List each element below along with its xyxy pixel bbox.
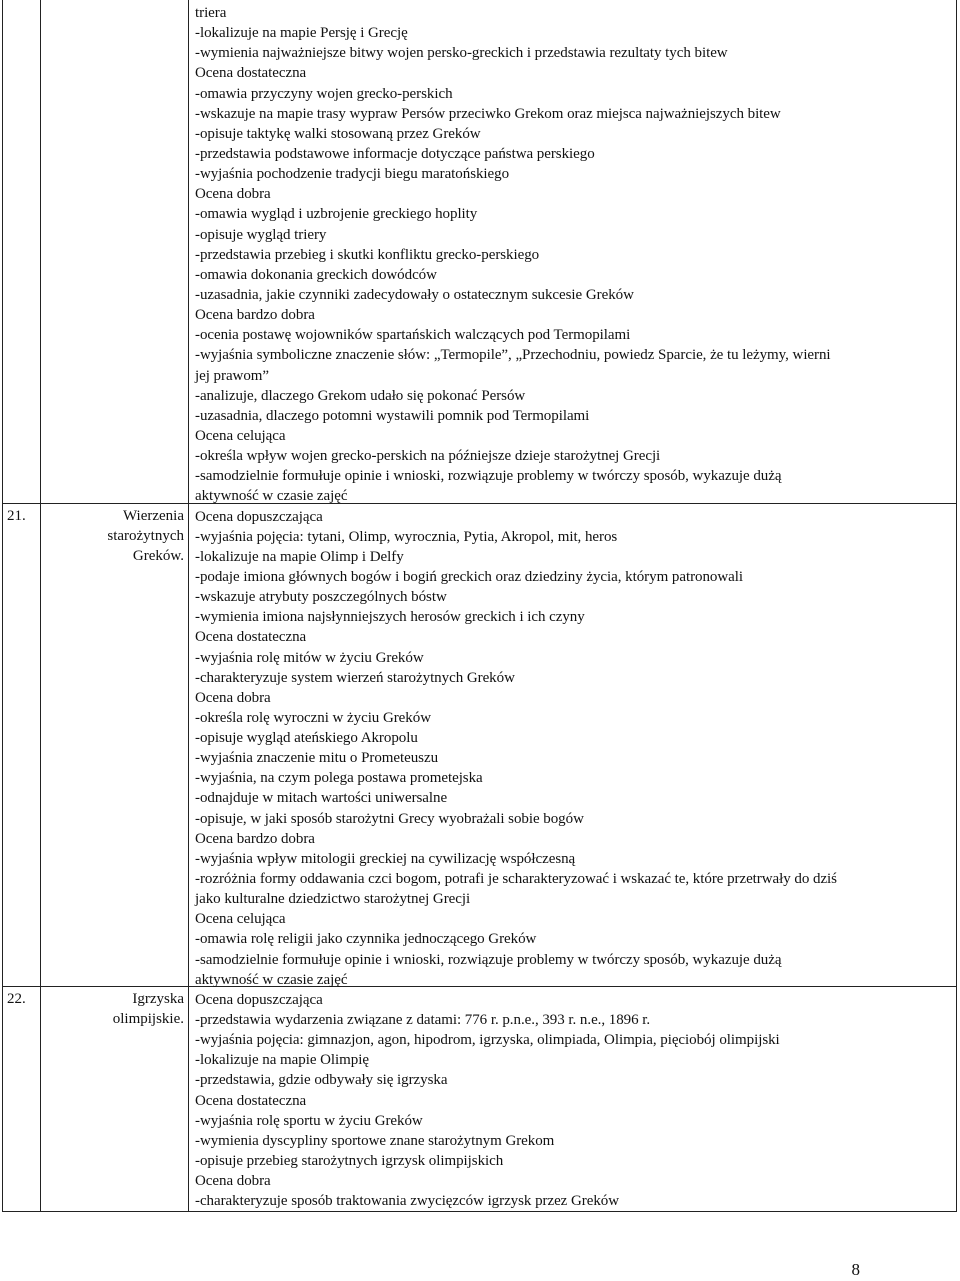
requirement-line: -wyjaśnia wpływ mitologii greckiej na cywilizację współczesną — [195, 850, 576, 867]
requirement-line: -opisuje wygląd ateńskiego Akropolu — [195, 730, 418, 747]
requirement-line: -uzasadnia, dlaczego potomni wystawili pomnik pod Termopilami — [195, 407, 590, 424]
requirement-line: jako kulturalne dziedzictwo starożytnej Grecji — [195, 891, 471, 908]
requirement-line: -rozróżnia formy oddawania czci bogom, potrafi je scharakteryzować i wskazać te, które przetrwały do dziś — [195, 871, 837, 888]
requirement-line: -lokalizuje na mapie Persję i Grecję — [195, 25, 408, 42]
requirement-line: -omawia dokonania greckich dowódców — [195, 266, 437, 283]
requirement-line: -przedstawia, gdzie odbywały się igrzyska — [195, 1072, 448, 1089]
requirement-line: -przedstawia przebieg i skutki konfliktu grecko-perskiego — [195, 246, 540, 263]
requirement-line: jej prawom” — [195, 367, 270, 384]
requirement-line: Ocena bardzo dobra — [195, 830, 315, 847]
page-number: 8 — [851, 1260, 860, 1279]
requirement-line: -odnajduje w mitach wartości uniwersalne — [195, 790, 448, 807]
requirement-line: aktywność w czasie zajęć — [195, 488, 348, 505]
requirement-line: -wyjaśnia znaczenie mitu o Prometeuszu — [195, 750, 439, 767]
requirement-line: Ocena dostateczna — [195, 65, 307, 82]
requirement-line: -wyjaśnia pochodzenie tradycji biegu maratońskiego — [195, 166, 510, 183]
topic-line: Igrzyska — [132, 991, 184, 1007]
requirement-line: -ocenia postawę wojowników spartańskich walczących pod Termopilami — [195, 327, 631, 344]
requirement-line: -określa rolę wyroczni w życiu Greków — [195, 709, 431, 726]
topic-line: starożytnych — [107, 528, 184, 544]
requirement-line: -opisuje, w jaki sposób starożytni Grecy wyobrażali sobie bogów — [195, 810, 584, 827]
requirement-line: -opisuje taktykę walki stosowaną przez Greków — [195, 125, 481, 142]
requirement-line: aktywność w czasie zajęć — [195, 971, 348, 988]
requirements-list — [195, 3, 955, 1211]
requirement-line: -wymienia imiona najsłynniejszych herosów greckich i ich czyny — [195, 609, 585, 626]
requirement-line: Ocena dostateczna — [195, 1092, 307, 1109]
requirement-line: -wyjaśnia rolę sportu w życiu Greków — [195, 1112, 423, 1129]
table-left-border — [2, 0, 3, 1212]
requirement-line: -podaje imiona głównych bogów i bogiń greckich oraz dziedziny życia, którym patronowali — [195, 568, 743, 585]
requirement-line: -opisuje przebieg starożytnych igrzysk olimpijskich — [195, 1153, 504, 1170]
requirement-line: -charakteryzuje system wierzeń starożytnych Greków — [195, 669, 515, 686]
requirement-line: Ocena celująca — [195, 911, 286, 928]
requirement-line: -samodzielnie formułuje opinie i wnioski, rozwiązuje problemy w twórczy sposób, wykazuje dużą — [195, 951, 782, 968]
requirement-line: Ocena dopuszczająca — [195, 991, 323, 1008]
requirement-line: -wyjaśnia rolę mitów w życiu Greków — [195, 649, 424, 666]
requirement-line: -omawia wygląd i uzbrojenie greckiego hoplity — [195, 206, 478, 223]
requirement-line: -wskazuje atrybuty poszczególnych bóstw — [195, 589, 447, 606]
requirement-line: -lokalizuje na mapie Olimp i Delfy — [195, 548, 404, 565]
requirement-line: -uzasadnia, jakie czynniki zadecydowały o ostatecznym sukcesie Greków — [195, 286, 634, 303]
table-column-divider — [40, 0, 41, 1212]
requirement-line: Ocena dopuszczająca — [195, 508, 323, 525]
requirement-line: -samodzielnie formułuje opinie i wnioski, rozwiązuje problemy w twórczy sposób, wykazuje dużą — [195, 468, 782, 485]
topic-line: olimpijskie. — [112, 1011, 184, 1027]
requirement-line: -opisuje wygląd triery — [195, 226, 327, 243]
requirement-line: -lokalizuje na mapie Olimpię — [195, 1052, 369, 1069]
requirement-line: Ocena celująca — [195, 427, 286, 444]
lesson-number-21: 21. — [7, 508, 26, 524]
requirement-line: -analizuje, dlaczego Grekom udało się pokonać Persów — [195, 387, 526, 404]
requirement-line: -omawia rolę religii jako czynnika jednoczącego Greków — [195, 931, 537, 948]
requirement-line: -wyjaśnia pojęcia: gimnazjon, agon, hipodrom, igrzyska, olimpiada, Olimpia, pięciobój olimpijski — [195, 1032, 780, 1049]
requirement-line: -omawia przyczyny wojen grecko-perskich — [195, 85, 453, 102]
table-right-border — [956, 0, 957, 1212]
requirement-line: -wskazuje na mapie trasy wypraw Persów przeciwko Grekom oraz miejsca najważniejszych bitew — [195, 105, 781, 122]
requirement-line: Ocena bardzo dobra — [195, 307, 315, 324]
lesson-topic-21 — [44, 506, 184, 566]
requirement-line: -wymienia dyscypliny sportowe znane starożytnym Grekom — [195, 1132, 555, 1149]
topic-line: Greków. — [132, 548, 184, 564]
requirement-line: -charakteryzuje sposób traktowania zwycięzców igrzysk przez Greków — [195, 1193, 620, 1210]
requirement-line: Ocena dostateczna — [195, 629, 307, 646]
topic-line: Wierzenia — [122, 508, 184, 524]
lesson-topic-22 — [44, 989, 184, 1029]
table-column-divider — [188, 0, 189, 1212]
requirement-line: triera — [195, 5, 227, 21]
requirement-line: -wyjaśnia symboliczne znaczenie słów: „Termopile”, „Przechodniu, powiedz Sparcie, że tu leżymy, wierni — [195, 347, 831, 364]
requirement-line: -wyjaśnia pojęcia: tytani, Olimp, wyrocznia, Pytia, Akropol, mit, heros — [195, 528, 618, 545]
lesson-number-22: 22. — [7, 991, 26, 1007]
requirement-line: -określa wpływ wojen grecko-perskich na późniejsze dzieje starożytnej Grecji — [195, 448, 661, 465]
requirement-line: Ocena dobra — [195, 689, 271, 706]
requirement-line: -przedstawia podstawowe informacje dotyczące państwa perskiego — [195, 145, 595, 162]
requirement-line: -wymienia najważniejsze bitwy wojen persko-greckich i przedstawia rezultaty tych bitew — [195, 45, 728, 62]
requirement-line: Ocena dobra — [195, 1173, 271, 1190]
requirement-line: -wyjaśnia, na czym polega postawa prometejska — [195, 770, 483, 787]
requirement-line: -przedstawia wydarzenia związane z datami: 776 r. p.n.e., 393 r. n.e., 1896 r. — [195, 1012, 651, 1029]
requirement-line: Ocena dobra — [195, 186, 271, 203]
